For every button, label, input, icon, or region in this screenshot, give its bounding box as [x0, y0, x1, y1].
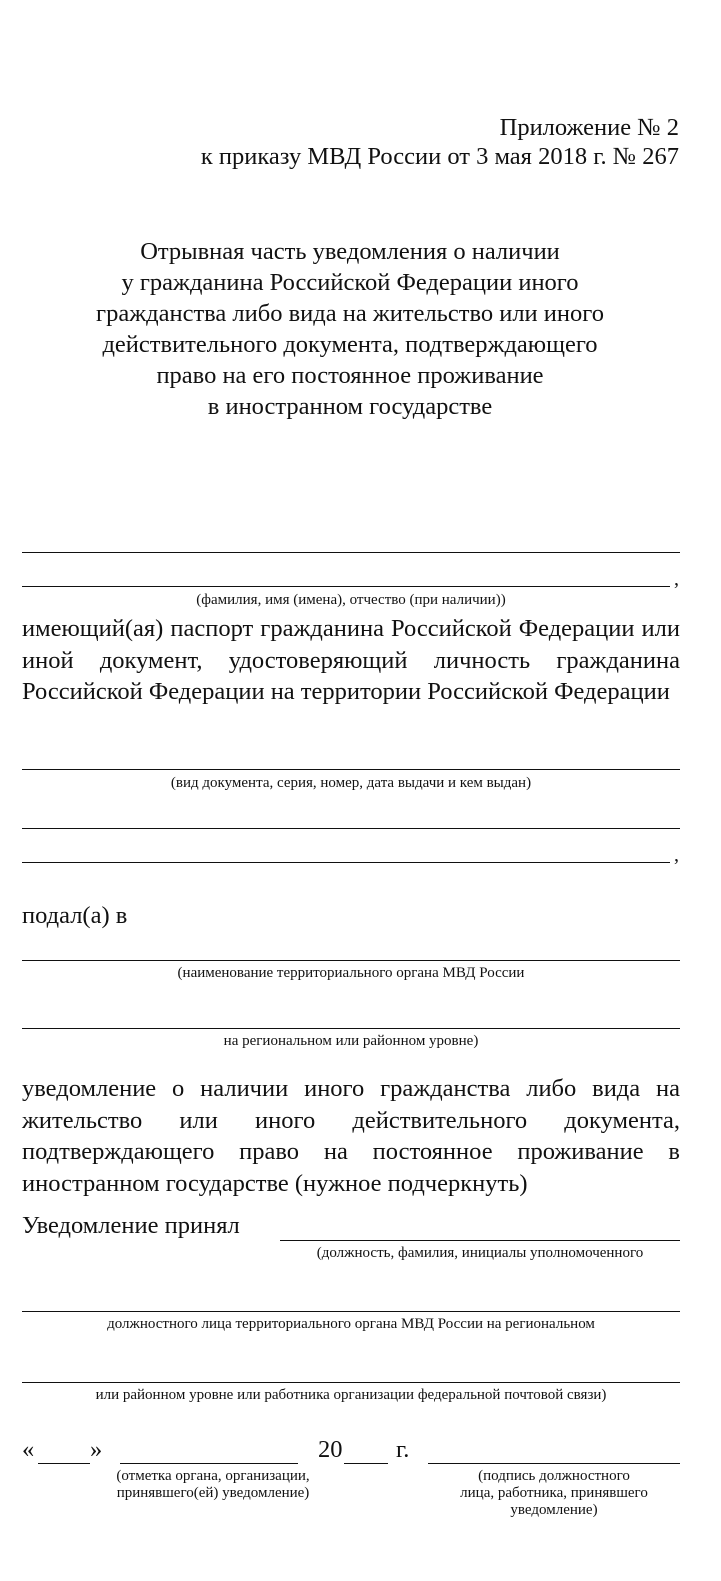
organization-line-1[interactable]: [22, 960, 680, 961]
official-line-2[interactable]: [22, 1311, 680, 1312]
stamp-caption-line: (отметка органа, организации,: [116, 1468, 310, 1484]
comma: ,: [674, 568, 679, 590]
month-line[interactable]: [120, 1463, 298, 1464]
year-prefix: 20: [318, 1436, 343, 1463]
official-caption-3: или районном уровне или работника организации федеральной почтовой связи): [95, 1387, 607, 1403]
document-line-3[interactable]: [22, 862, 670, 863]
official-line-1[interactable]: [280, 1240, 680, 1241]
accepted-label: Уведомление принял: [22, 1212, 240, 1239]
signature-caption-line: лица, работника, принявшего: [460, 1485, 648, 1501]
close-quote: »: [90, 1436, 103, 1463]
official-caption-2: должностного лица территориального органа МВД России на региональном: [107, 1316, 595, 1332]
day-line[interactable]: [38, 1463, 90, 1464]
year-line[interactable]: [344, 1463, 388, 1464]
passport-text: имеющий(ая) паспорт гражданина Российской Федерации или иной документ, удостоверяющий личность гражданина Российской Федерации на территории Российской Федерации: [22, 615, 680, 705]
title-line: Отрывная часть уведомления о наличии: [140, 238, 560, 265]
signature-caption: [428, 1468, 680, 1519]
stamp-caption-line: принявшего(ей) уведомление): [116, 1485, 310, 1501]
title-line: в иностранном государстве: [207, 393, 493, 420]
document-caption: (вид документа, серия, номер, дата выдачи и кем выдан): [170, 775, 532, 791]
comma: ,: [674, 844, 679, 866]
submitted-label: подал(а) в: [22, 902, 128, 929]
notice-text: уведомление о наличии иного гражданства либо вида на жительство или иного действительного документа, подтверждающего право на постоянное проживание в иностранном государстве (нужное подчеркнуть): [22, 1075, 680, 1197]
title-line: гражданства либо вида на жительство или иного: [96, 300, 604, 327]
official-line-3[interactable]: [22, 1382, 680, 1383]
fio-caption: (фамилия, имя (имена), отчество (при наличии)): [196, 592, 506, 608]
title-line: у гражданина Российской Федерации иного: [121, 269, 579, 296]
stamp-caption: [86, 1468, 340, 1502]
year-suffix: г.: [396, 1436, 410, 1463]
organization-caption-2: на региональном или районном уровне): [223, 1033, 479, 1049]
title-line: действительного документа, подтверждающего: [102, 331, 598, 358]
document-line-1[interactable]: [22, 769, 680, 770]
title-line: право на его постоянное проживание: [156, 362, 544, 389]
signature-line[interactable]: [428, 1463, 680, 1464]
signature-caption-line: (подпись должностного: [478, 1468, 630, 1484]
order-reference: к приказу МВД России от 3 мая 2018 г. № 267: [200, 143, 679, 170]
organization-line-2[interactable]: [22, 1028, 680, 1029]
document-title: [0, 236, 700, 422]
signature-caption-line: уведомление): [510, 1502, 598, 1518]
appendix-number: Приложение № 2: [499, 114, 679, 141]
organization-caption-1: (наименование территориального органа МВД России: [177, 965, 525, 981]
open-quote: «: [22, 1436, 35, 1463]
fio-line-2[interactable]: [22, 586, 670, 587]
document-line-2[interactable]: [22, 828, 680, 829]
official-caption-1: (должность, фамилия, инициалы уполномоченного: [316, 1245, 644, 1261]
fio-line-1[interactable]: [22, 552, 680, 553]
